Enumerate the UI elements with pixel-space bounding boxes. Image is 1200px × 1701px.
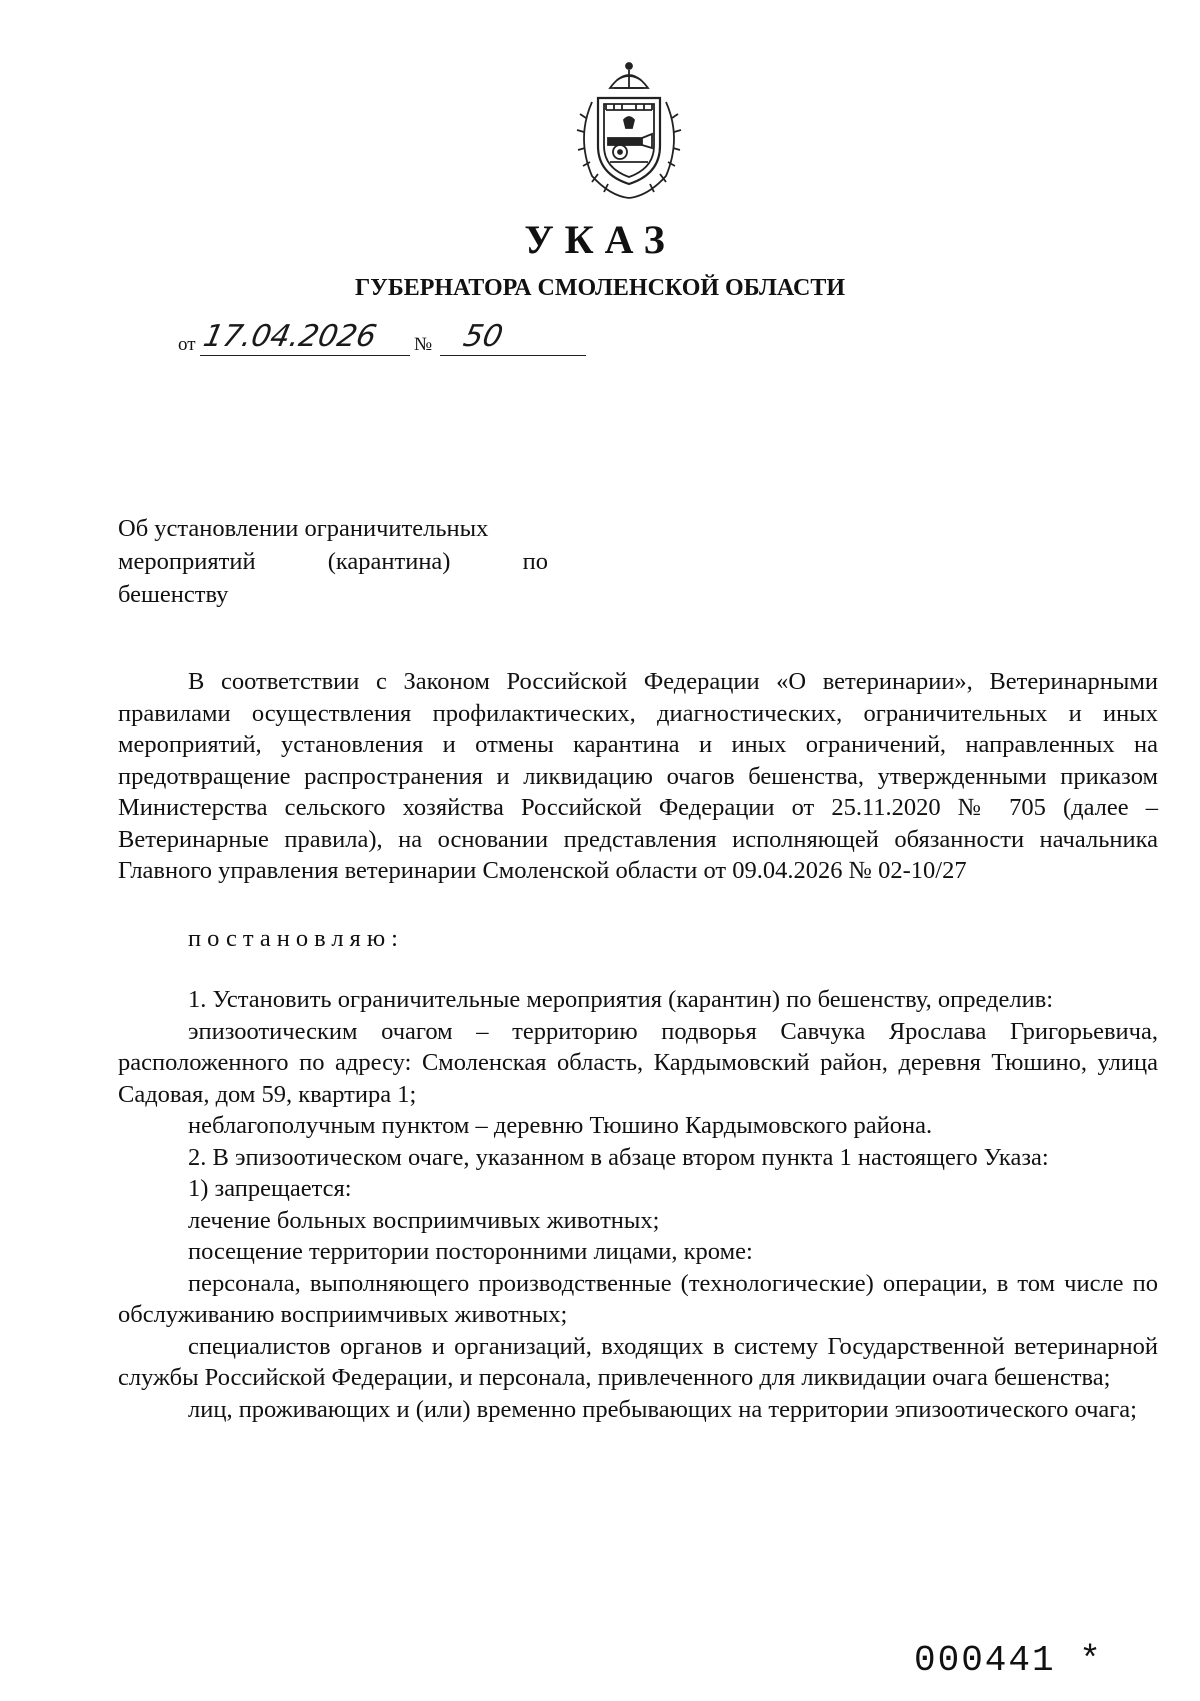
document-body [118,666,1158,1425]
document-subtitle: ГУБЕРНАТОРА СМОЛЕНСКОЙ ОБЛАСТИ [354,275,846,301]
body-paragraph: посещение территории посторонними лицами, кроме: [188,1238,753,1265]
body-paragraph: специалистов органов и организаций, входящих в систему Государственной ветеринарной службы Российской Федерации, и персонала, привлеченного для ликвидации очага бешенства; [118,1332,1158,1391]
body-paragraph: лечение больных восприимчивых животных; [188,1206,660,1234]
dateline [178,320,618,364]
resolve-word: постановляю: [188,924,404,952]
body-paragraph: 1) запрещается: [188,1175,352,1202]
body-paragraph: эпизоотическим очагом – территорию подворья Савчука Ярослава Григорьевича, расположенного по адресу: Смоленская область, Кардымовский район, деревня Тюшино, улица Садовая, дом 59, квартира 1; [118,1017,1158,1108]
body-paragraph: неблагополучным пунктом – деревню Тюшино Кардымовского района. [188,1112,933,1139]
handwritten-date: 17.04.2026 [200,319,380,354]
serial-number: 000441 * [914,1640,1103,1681]
body-paragraph: 1. Установить ограничительные мероприятия (карантин) по бешенству, определив: [188,986,1054,1013]
coat-of-arms-icon [570,58,688,202]
subject-heading [118,512,548,611]
body-paragraph: персонала, выполняющего производственные (технологические) операции, в том числе по обслуживанию восприимчивых животных; [118,1269,1158,1328]
document-title: УКАЗ [524,217,676,262]
date-from-label: от [178,334,196,355]
date-underline [200,354,410,356]
subject-line: мероприятий (карантина) по [118,548,548,575]
number-label: № [414,334,433,355]
handwritten-number: 50 [460,319,506,354]
subject-line: бешенству [118,581,229,608]
number-underline [440,354,586,356]
body-paragraph: лиц, проживающих и (или) временно пребывающих на территории эпизоотического очага; [188,1395,1137,1423]
subject-line: Об установлении ограничительных [118,515,489,542]
body-paragraph: 2. В эпизоотическом очаге, указанном в абзаце втором пункта 1 настоящего Указа: [188,1143,1049,1171]
preamble-paragraph: В соответствии с Законом Российской Федерации «О ветеринарии», Ветеринарными правилами осуществления профилактических, диагностических, ограничительных и иных мероприятий, установления и отмены карантина и иных ограничений, направленных на предотвращение распространения и ликвидацию очагов бешенства, утвержденными приказом Министерства сельского хозяйства Российской Федерации от 25.11.2020 № 705 (далее – Ветеринарные правила), на основании представления исполняющей обязанности начальника Главного управления ветеринарии Смоленской области от 09.04.2026 № 02-10/27 [118,668,1158,884]
